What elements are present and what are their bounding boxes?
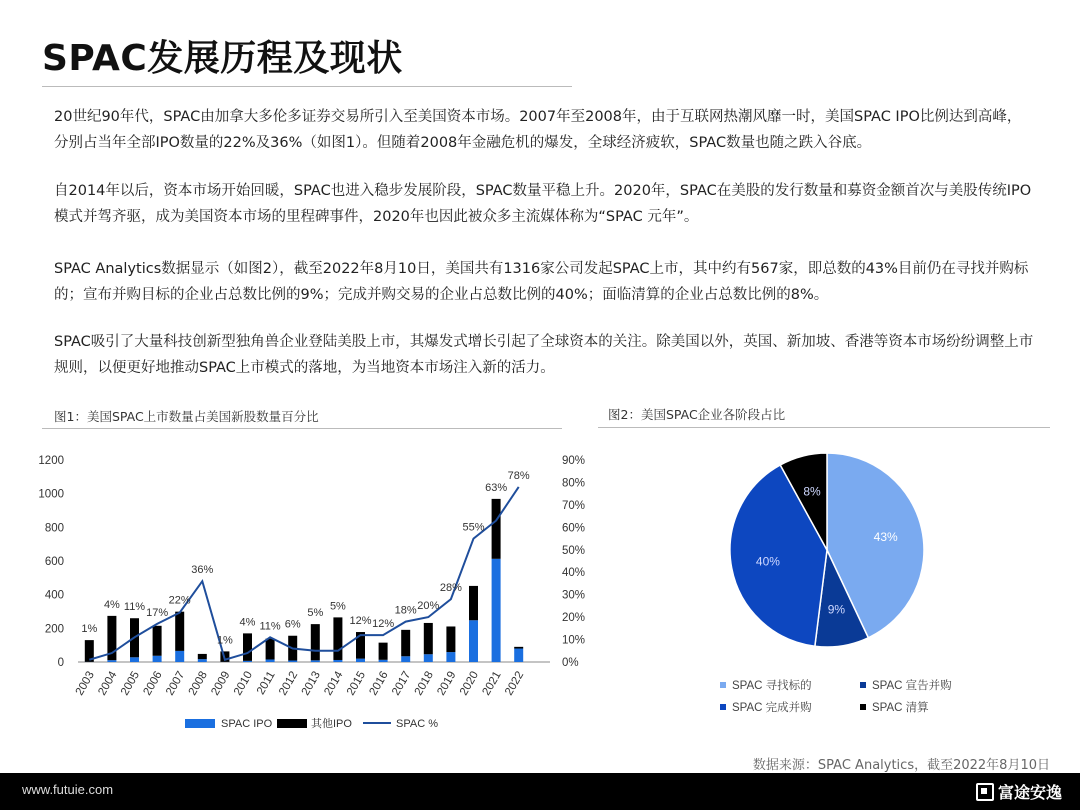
y2-tick-label: 0%	[562, 657, 579, 669]
data-label: 18%	[394, 604, 417, 617]
x-tick-label: 2014	[322, 669, 346, 698]
data-source: 数据来源：SPAC Analytics，截至2022年8月10日	[752, 758, 1050, 773]
y-tick-label: 600	[44, 556, 64, 568]
legend-swatch	[720, 704, 726, 710]
paragraph-2: 自2014年以后，资本市场开始回暖，SPAC也进入稳步发展阶段，SPAC数量平稳上升。2020年，SPAC在美股的发行数量和募资金额首次与美股传统IPO模式并驾齐驱，成为美国资本市场的里程碑事件，2020年也因此被众多主流媒体称为“SPAC 元年”。	[54, 183, 1032, 225]
bar-spac-ipo	[130, 657, 139, 662]
bar-spac-ipo	[492, 559, 501, 662]
footer-url[interactable]: www.futuie.com	[22, 782, 114, 797]
x-tick-label: 2007	[164, 669, 188, 698]
x-tick-label: 2010	[231, 669, 256, 698]
legend-label: SPAC %	[396, 718, 438, 730]
bar-spac-ipo	[469, 620, 478, 662]
brand-logo-icon	[976, 783, 994, 801]
paragraph-1: 20世纪90年代，SPAC由加拿大多伦多证券交易所引入至美国资本市场。2007年至2008年，由于互联网热潮风靡一时，美国SPAC IPO比例达到高峰，分别占当年全部IPO数量的22%及36%（如图1）。但随着2008年金融危机的爆发，全球经济疲软，SPAC数量也随之跌入谷底。	[54, 109, 1022, 151]
data-label: 55%	[462, 521, 485, 534]
y-tick-label: 1000	[38, 488, 64, 501]
y2-tick-label: 40%	[562, 567, 586, 580]
bar-other-ipo	[446, 626, 455, 652]
footer-brand	[976, 780, 1062, 803]
y2-tick-label: 60%	[562, 522, 586, 535]
legend-label: SPAC 宣告并购	[872, 680, 952, 692]
y2-tick-label: 20%	[562, 612, 586, 625]
bar-other-ipo	[492, 499, 501, 559]
y-tick-label: 200	[44, 623, 64, 636]
data-label: 5%	[329, 600, 346, 613]
spac-ipo-chart	[30, 445, 590, 745]
y2-tick-label: 80%	[562, 477, 586, 490]
legend-label: SPAC 完成并购	[732, 702, 812, 714]
pie-label: 43%	[873, 529, 898, 544]
chart2-caption: 图2：美国SPAC企业各阶段占比	[608, 407, 786, 422]
data-label: 28%	[439, 582, 462, 595]
x-tick-label: 2003	[73, 669, 97, 698]
paragraph-3: SPAC Analytics数据显示（如图2），截至2022年8月10日，美国共有1316家公司发起SPAC上市，其中约有567家，即总数的43%目前仍在寻找并购标的；宣布并购目标的企业占总数比例的9%；完成并购交易的企业占总数比例的40%；面临清算的企业占总数比例的8%。	[54, 261, 1029, 303]
legend-label: SPAC 清算	[872, 702, 929, 714]
legend-label: SPAC 寻找标的	[732, 680, 812, 692]
bar-spac-ipo	[243, 661, 252, 662]
y2-tick-label: 70%	[562, 499, 586, 512]
bar-spac-ipo	[198, 659, 207, 662]
legend-swatch-spac-ipo	[185, 719, 215, 728]
chart1-caption: 图1：美国SPAC上市数量占美国新股数量百分比	[54, 409, 319, 424]
bar-spac-ipo	[446, 652, 455, 662]
data-label: 1%	[81, 623, 98, 636]
bar-other-ipo	[198, 654, 207, 659]
bar-other-ipo	[333, 617, 342, 660]
title-divider	[42, 86, 572, 87]
x-tick-label: 2011	[254, 669, 278, 697]
data-label: 20%	[417, 600, 440, 613]
bar-other-ipo	[514, 647, 523, 649]
bar-spac-ipo	[424, 654, 433, 662]
legend-label: 其他IPO	[311, 718, 352, 730]
x-tick-label: 2016	[367, 669, 391, 698]
legend-swatch	[860, 682, 866, 688]
x-tick-label: 2021	[480, 669, 504, 698]
data-label: 1%	[216, 634, 233, 647]
data-label: 11%	[123, 601, 146, 614]
data-label: 6%	[284, 618, 301, 631]
data-label: 4%	[239, 616, 256, 629]
y-tick-label: 1200	[38, 455, 64, 467]
x-tick-label: 2020	[457, 669, 482, 698]
data-label: 63%	[485, 481, 508, 494]
x-tick-label: 2012	[277, 669, 301, 698]
pie-label: 8%	[803, 484, 821, 499]
x-tick-label: 2019	[435, 669, 459, 698]
y2-tick-label: 50%	[562, 544, 586, 557]
bar-other-ipo	[469, 586, 478, 620]
x-tick-label: 2015	[344, 669, 369, 698]
y-tick-label: 800	[44, 522, 64, 535]
bar-other-ipo	[379, 643, 388, 660]
x-tick-label: 2009	[209, 669, 233, 698]
x-tick-label: 2017	[390, 669, 414, 698]
spac-stage-pie-chart	[700, 440, 960, 720]
bar-other-ipo	[266, 639, 275, 660]
x-tick-label: 2022	[503, 669, 527, 698]
data-label: 5%	[307, 607, 324, 620]
bar-spac-ipo	[379, 660, 388, 662]
legend-swatch	[720, 682, 726, 688]
bar-other-ipo	[175, 612, 184, 651]
bar-other-ipo	[243, 633, 252, 660]
bar-spac-ipo	[175, 651, 184, 662]
bar-spac-ipo	[356, 659, 365, 662]
data-label: 12%	[349, 615, 372, 628]
x-tick-label: 2013	[299, 669, 323, 698]
bar-other-ipo	[153, 626, 162, 656]
bar-spac-ipo	[514, 649, 523, 662]
pie-label: 9%	[827, 602, 846, 617]
x-tick-label: 2005	[118, 669, 143, 698]
x-tick-label: 2004	[96, 669, 120, 698]
bar-spac-ipo	[153, 656, 162, 662]
bar-spac-ipo	[266, 659, 275, 662]
x-tick-label: 2018	[412, 669, 436, 698]
page-title: SPAC发展历程及现状	[42, 38, 403, 79]
y2-tick-label: 30%	[562, 589, 586, 602]
data-label: 17%	[146, 606, 169, 619]
bar-other-ipo	[401, 630, 410, 656]
data-label: 11%	[259, 620, 281, 633]
bar-spac-ipo	[107, 660, 116, 662]
bar-other-ipo	[424, 623, 433, 654]
bar-spac-ipo	[288, 660, 297, 662]
chart2-caption-divider	[598, 427, 1050, 428]
legend-swatch	[860, 704, 866, 710]
y2-tick-label: 10%	[562, 634, 586, 647]
y-tick-label: 400	[44, 589, 64, 602]
bar-spac-ipo	[401, 656, 410, 662]
y2-tick-label: 90%	[562, 455, 586, 467]
y-tick-label: 0	[57, 657, 64, 669]
data-label: 36%	[191, 564, 214, 577]
data-label: 22%	[168, 594, 191, 607]
paragraph-4: SPAC吸引了大量科技创新型独角兽企业登陆美股上市，其爆发式增长引起了全球资本的关注。除美国以外，英国、新加坡、香港等资本市场纷纷调整上市规则，以便更好地推动SPAC上市模式的落地，为当地资本市场注入新的活力。	[54, 334, 1034, 376]
data-label: 4%	[103, 598, 120, 611]
footer-brand-name: 富途安逸	[997, 783, 1062, 802]
bar-spac-ipo	[333, 660, 342, 662]
x-tick-label: 2008	[186, 669, 210, 698]
data-label: 12%	[372, 618, 395, 631]
pie-label: 40%	[755, 554, 780, 569]
x-tick-label: 2006	[141, 669, 165, 698]
bar-spac-ipo	[311, 660, 320, 662]
footer-bar	[0, 773, 1080, 810]
data-label: 78%	[507, 469, 530, 482]
chart1-caption-divider	[42, 428, 562, 429]
legend-swatch-other-ipo	[277, 719, 307, 728]
bar-other-ipo	[311, 624, 320, 660]
legend-label: SPAC IPO	[221, 718, 273, 730]
